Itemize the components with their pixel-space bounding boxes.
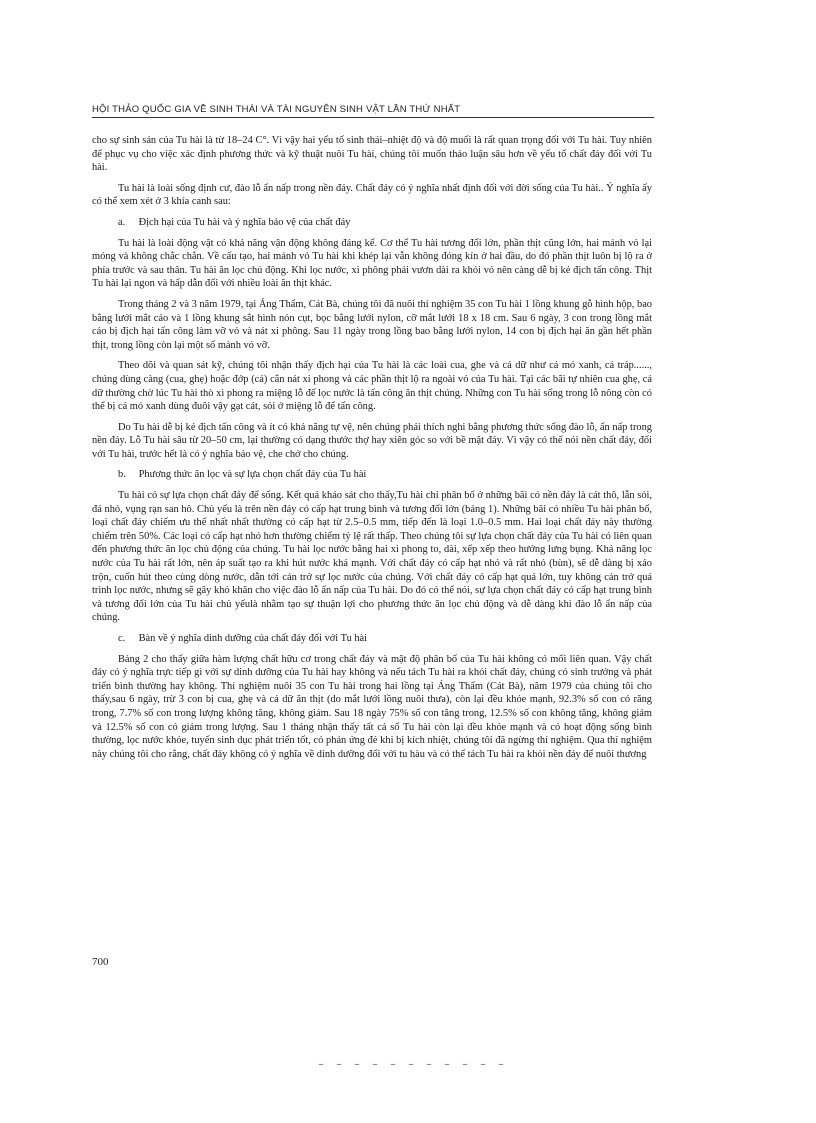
section-marker-b: b. xyxy=(118,469,126,481)
paragraph-observation: Theo dõi và quan sát kỹ, chúng tôi nhận thấy địch hại của Tu hài là các loài cua, ghe và cá dữ như cá mó xanh, cá tráp......, chúng dùng càng (cua, ghẹ) hoặc đớp (cá) cắn nát xi phong và các phần thịt lộ ra ngoài vỏ của Tu hài. Tại các bãi tự nhiên cua ghẹ, cá dữ thường chờ lúc Tu hài thò xi phong ra miệng lỗ để lọc nước là tấn công ăn thịt chúng. Những con Tu hài sống trong lỗ nông còn có thể bị cá mó xanh dùng đuôi vậy gạt cát, sỏi ở miệng lỗ để tấn công. xyxy=(92,360,652,413)
section-title-a: Địch hại của Tu hài và ý nghĩa bảo vệ của chất đáy xyxy=(138,216,351,228)
paragraph-experiment-1979: Trong tháng 2 và 3 năm 1979, tại Áng Thẩm, Cát Bà, chúng tôi đã nuôi thí nghiệm 35 con Tu hài 1 lồng khung gỗ hình hộp, bao bằng lưới mắt cáo và 1 lồng khung sắt hình nón cụt, bọc bằng lưới nylon, cỡ mắt lưới 18 x 18 cm. Sau 6 ngày, 3 con trong lồng mắt cáo bị địch hại tấn công làm vỡ vỏ và nát xi phông. Sau 11 ngày trong lồng bao bằng lưới nylon, 14 con bị địch hại ăn gần hết phần thịt, trong lồng còn lại một số mảnh vỏ vỡ. xyxy=(92,298,652,351)
article-body xyxy=(92,134,652,768)
paragraph-burrowing: Do Tu hài dễ bị kẻ địch tấn công và ít có khả năng tự vệ, nên chúng phải thích nghi bằng phương thức sống đào lỗ, ẩn nấp trong nền đáy. Lỗ Tu hài sâu từ 20–50 cm, lại thường có dạng thước thợ hay xiên góc so với bề mặt đáy. Vì vậy có thể nói nền chất đáy, đối với Tu hài, trước hết là có ý nghĩa bảo vệ, che chở cho chúng. xyxy=(92,421,652,460)
paragraph-habitat: Tu hài là loài sống định cư, đào lỗ ẩn nấp trong nền đáy. Chất đáy có ý nghĩa nhất định đối với đời sống của Tu hài.. Ý nghĩa ấy có thể xem xét ở 3 khía canh sau: xyxy=(92,182,652,208)
section-title-b: Phương thức ăn lọc và sự lựa chọn chất đáy của Tu hài xyxy=(138,469,367,481)
paragraph-intro: cho sự sinh sản của Tu hài là từ 18–24 C°. Vì vậy hai yếu tố sinh thái–nhiệt độ và độ muối là rất quan trọng đối với Tu hài. Tuy nhiên để phục vụ cho việc xác định phương thức và kỹ thuật nuôi Tu hài, chúng tôi muốn thảo luận sâu hơn về yếu tố chất đáy đối với Tu hài. xyxy=(92,135,652,174)
paragraph-nutrition: Bảng 2 cho thấy giữa hàm lượng chất hữu cơ trong chất đáy và mật độ phân bố của Tu hài không có mối liên quan. Vậy chất đáy có ý nghĩa trực tiếp gì với sự dinh dưỡng của Tu hài hay không và nếu tách Tu hài ra khỏi chất đáy, chúng có sinh trưởng và phát triển bình thường hay không. Thí nghiệm nuôi 35 con Tu hài trong hai lồng tại Áng Thẩm (Cát Bà), năm 1979 của chúng tôi cho thấy,sau 6 ngày, trừ 3 con bị cua, ghẹ và cá dữ ăn thịt (do mắt lưới lồng nuôi thưa), còn lại đều khỏe mạnh, 92.3% số con có răng trong, 7.7% số con trong lượng không tăng, không giảm. Sau 18 ngày 75% số con tăng trong, 12.5% số con không tăng, không giảm và 12.5% số con có giảm trong lượng. Sau 1 tháng nhận thấy tất cả số Tu hài còn lại đều khỏe mạnh và có hoạt động sống bình thường, lọc nước khỏe, tuyến sinh dục phát triển tốt, có phản ứng đẻ khi bị kích nhiệt, chúng tôi đã ngừng thí nghiệm. Qua thí nghiệm này chúng tôi cho rằng, chất đáy không có ý nghĩa về dinh dưỡng đối với tu hàu và có thể tách Tu hài ra khỏi nền đáy để nuôi thương xyxy=(92,653,652,760)
running-header: HỘI THẢO QUỐC GIA VỀ SINH THÁI VÀ TÀI NGUYÊN SINH VẬT LẦN THỨ NHẤT xyxy=(92,104,654,118)
footer-dash-marks: – – – – – – – – – – – xyxy=(318,1060,508,1071)
section-marker-c: c. xyxy=(118,633,126,644)
section-heading-a xyxy=(92,216,652,230)
section-title-c: Bàn về ý nghĩa dinh dưỡng của chất đáy đối với Tu hài xyxy=(138,633,368,644)
page-number: 700 xyxy=(92,956,109,968)
paragraph-predators: Tu hài là loài động vật có khả năng vận động không đáng kể. Cơ thể Tu hài tương đối lớn, phần thịt cũng lớn, hai mảnh vỏ lại mỏng và không chắc chắn. Về cấu tạo, hai mảnh vỏ Tu hài khi khép lại vẫn không đóng kín ở hai đầu, do đó phần thịt luôn bị lộ ra ở phía trước và sau thân. Tu hài ăn lọc chủ động. Khi lọc nước, xi phông phải vươn dài ra khỏi vỏ nên càng dễ bị kẻ địch tấn công. Thịt Tu hài lại ngon và hấp dẫn đối với nhiều loài ăn thịt khác. xyxy=(92,237,652,290)
section-marker-a: a. xyxy=(118,216,126,228)
section-heading-c xyxy=(92,632,652,646)
section-heading-b xyxy=(92,468,652,482)
paragraph-substrate-selection: Tu hài có sự lựa chọn chất đáy để sống. Kết quả khảo sát cho thấy,Tu hài chỉ phân bố ở những bãi có nền đáy là cát thô, lẫn sỏi, đá nhỏ, vụng rạn san hô. Chủ yếu là trên nền đáy có cấp hạt trung bình và tương đối lớn (bảng 1). Những bãi có nhiều Tu hài phân bố, loại chất đáy chiếm ưu thế nhất nhất thường có cấp hạt từ 2.5–0.5 mm, tiếp đến là loại 1.0–0.5 mm. Hai loại chất đáy này thường chiếm trên 50%. Các loại có cấp hạt nhỏ hơn thường chiếm tỷ lệ rất thấp. Theo chúng tôi sự lựa chọn chất đáy của Tu hài có liên quan đến phương thức ăn lọc chủ động của chúng. Tu hài lọc nước bằng hai xi phong to, dài, xếp xếp theo hướng lưng bụng. Khả năng lọc nước của Tu hài rất lớn, nên áp suất tạo ra khi hút nước khá mạnh. Với chất đáy có cấp hạt nhỏ và rất nhỏ (bùn), sẽ dễ dàng bị xáo trộn, cuốn hút theo cùng dòng nước, dẫn tới cản trở sự lọc nước của chúng. Với chất đáy có cấp hạt quá lớn, tuy không cản trở quá trình lọc nước, nhưng sẽ gây khó khăn cho việc đào lỗ ẩn nấp của Tu hài. Do đó có thể nói, sự lựa chọn chất đáy có cấp hạt trung bình và tương đối lớn của Tu hài chủ yếulà nhằm tạo sự thuận lợi cho phương thức ăn lọc chủ động và dễ dàng khi đào lỗ ẩn nấp của chúng. xyxy=(92,490,652,624)
